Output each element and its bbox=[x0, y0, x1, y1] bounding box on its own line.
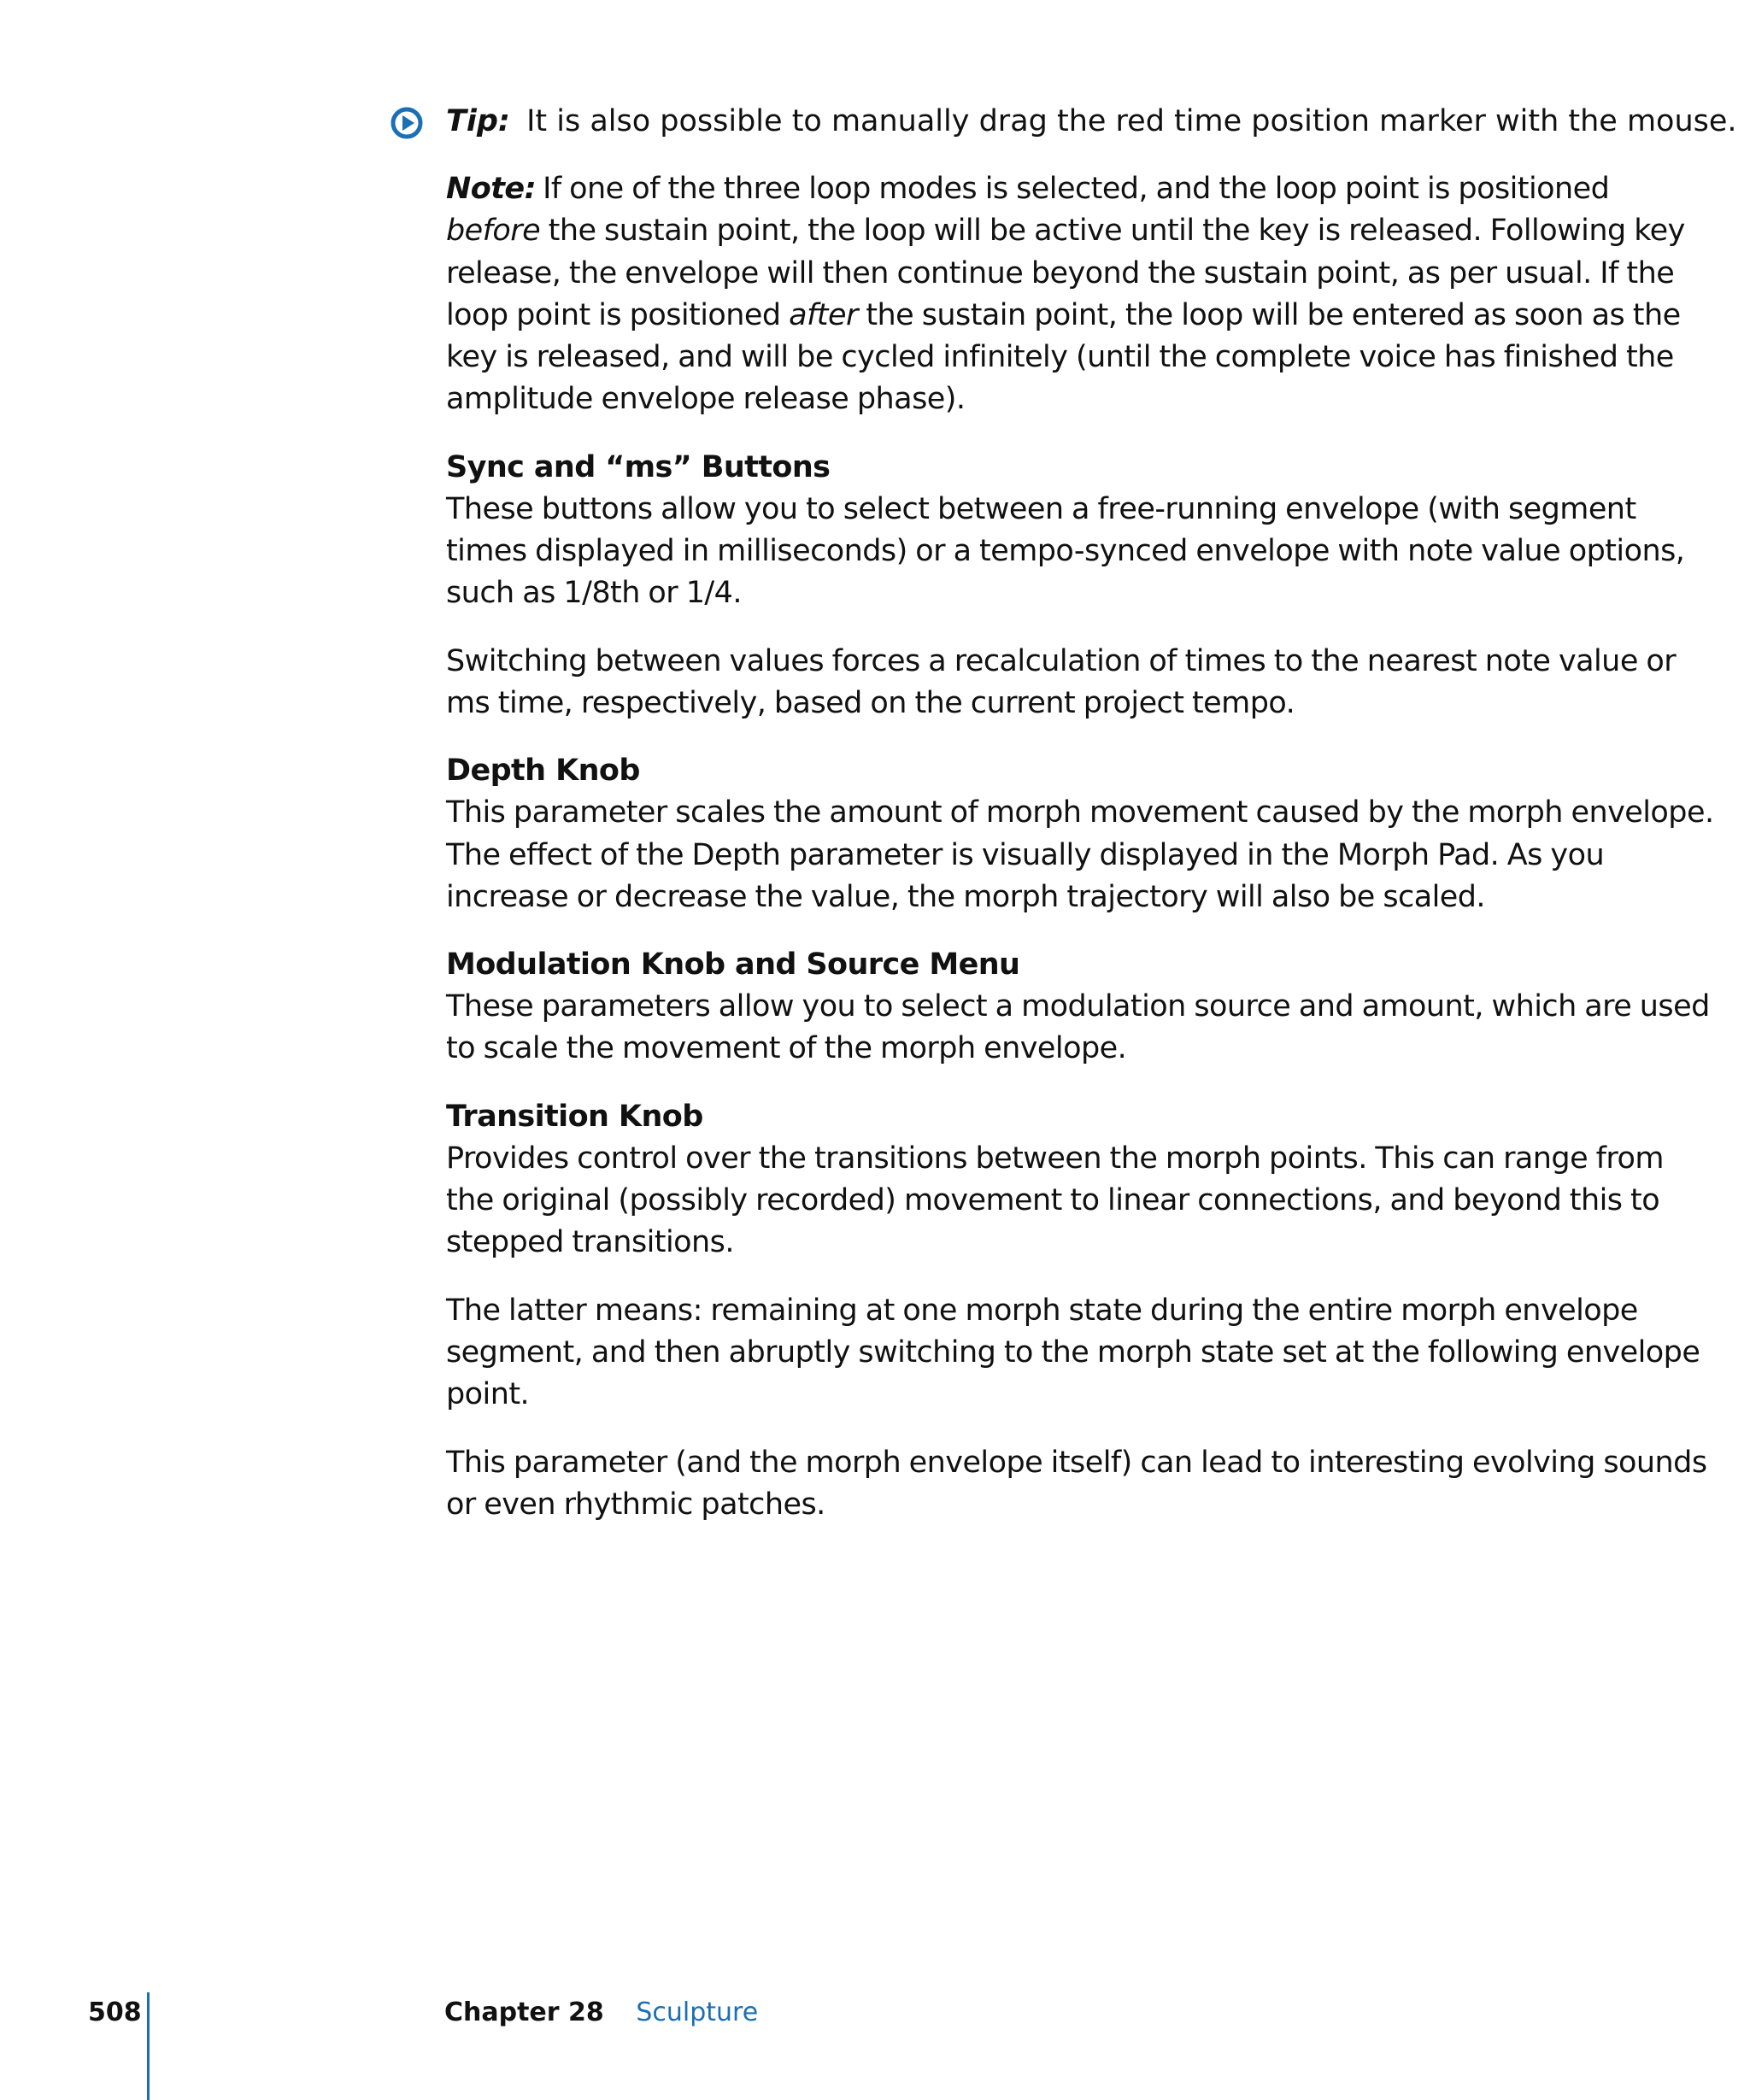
transition-paragraph-3: This parameter (and the morph envelope itself) can lead to interesting evolving sounds or even rhythmic patches. bbox=[446, 1445, 1707, 1522]
sync-paragraph-2: Switching between values forces a recalculation of times to the nearest note value or ms time, respectively, based on the current project tempo. bbox=[446, 643, 1677, 720]
note-label: Note: bbox=[446, 172, 537, 206]
sync-heading: Sync and “ms” Buttons bbox=[446, 449, 831, 484]
transition-paragraph-2: The latter means: remaining at one morph state during the entire morph envelope segment, and then abruptly switching to the morph state set at the following envelope point. bbox=[446, 1293, 1700, 1412]
note-line-3: release, the envelope will then continue beyond the sustain point, as per usual. If the bbox=[446, 255, 1675, 290]
sync-paragraph-1: These buttons allow you to select between a free-running envelope (with segment times displayed in milliseconds) or a tempo-synced envelope with note value options, such as 1/8th or 1/4. bbox=[446, 491, 1685, 611]
modulation-heading: Modulation Knob and Source Menu bbox=[446, 947, 1020, 983]
tip-arrow-icon bbox=[391, 107, 423, 139]
tip-text: It is also possible to manually drag the red time position marker with the mouse. bbox=[526, 104, 1737, 138]
tip bbox=[446, 101, 1737, 143]
page-number: 508 bbox=[88, 1997, 142, 2027]
transition-paragraph-1: Provides control over the transitions between the morph points. This can range from the original (possibly recorded) movement to linear connections, and beyond this to stepped transitions. bbox=[446, 1141, 1664, 1260]
note-line-2: before the sustain point, the loop will be active until the key is released. Following key bbox=[446, 214, 1685, 249]
note-line-4: loop point is positioned after the sustain point, the loop will be entered as soon as the bbox=[446, 297, 1681, 332]
page-body bbox=[446, 101, 1737, 1552]
transition-heading: Transition Knob bbox=[446, 1099, 703, 1134]
chapter-title: Sculpture bbox=[636, 1997, 759, 2027]
footer-divider bbox=[147, 1992, 150, 2100]
transition-section bbox=[446, 1096, 1664, 1264]
sync-section bbox=[446, 447, 1685, 615]
depth-heading: Depth Knob bbox=[446, 754, 640, 789]
chapter-label: Chapter 28 bbox=[444, 1997, 604, 2027]
tip-label: Tip: bbox=[446, 104, 510, 138]
note-paragraph bbox=[446, 168, 1685, 421]
modulation-section bbox=[446, 944, 1710, 1071]
note-line-6: amplitude envelope release phase). bbox=[446, 382, 966, 417]
footer-chapter bbox=[444, 1996, 758, 2030]
note-line-1: Note: If one of the three loop modes is selected, and the loop point is positioned bbox=[446, 172, 1610, 206]
depth-paragraph: This parameter scales the amount of morph movement caused by the morph envelope. The effect of the Depth parameter is visually displayed in the Morph Pad. As you increase or decrease the value, the morph trajectory will also be scaled. bbox=[446, 795, 1714, 914]
modulation-paragraph: These parameters allow you to select a modulation source and amount, which are used to scale the movement of the morph envelope. bbox=[446, 989, 1710, 1066]
note-line-5: key is released, and will be cycled infinitely (until the complete voice has finished the bbox=[446, 340, 1674, 375]
depth-section bbox=[446, 750, 1714, 918]
